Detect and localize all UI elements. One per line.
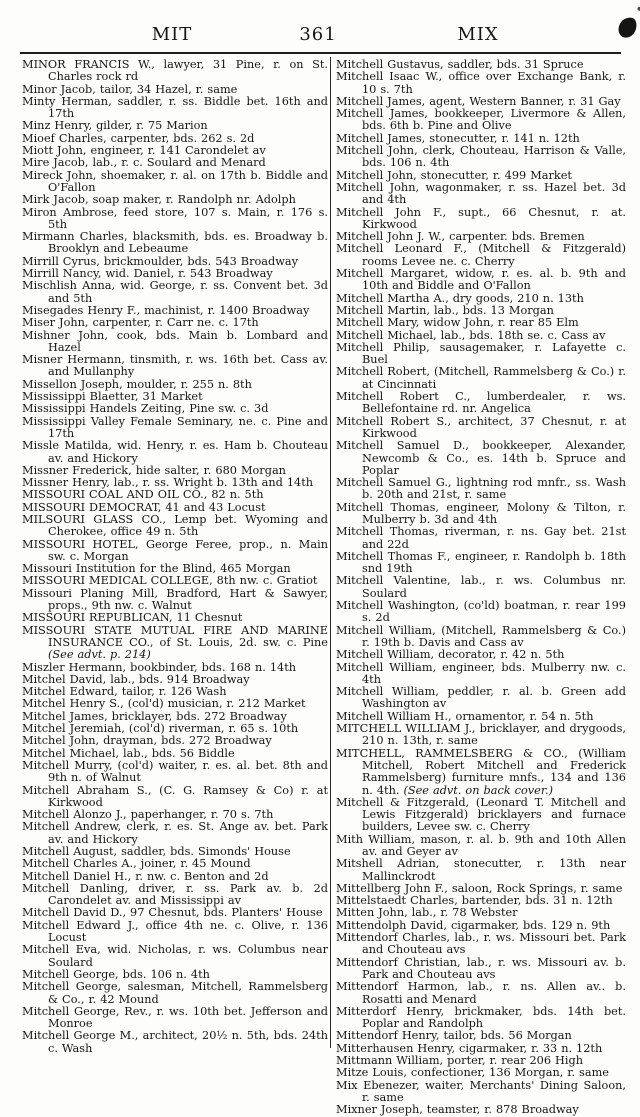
directory-entry: [336, 416, 626, 441]
directory-entry: [336, 600, 626, 625]
directory-entry: [336, 182, 626, 207]
entry-text: Mishner John, cook, bds. Main b. Lombard and Hazel: [22, 328, 328, 354]
directory-entry: [22, 539, 328, 564]
entry-text: Mitchell George, Rev., r. ws. 10th bet. Jefferson and Monroe: [22, 1004, 328, 1031]
entry-text: Minor Jacob, tailor, 34 Hazel, r. same: [22, 82, 238, 96]
entry-text: Mitterdorf Henry, brickmaker, bds. 14th bet. Poplar and Randolph: [336, 1004, 626, 1031]
directory-entry: [22, 883, 328, 908]
entry-text: Mitchell Robert, (Mitchell, Rammelsberg & Co.) r. at Cincinnati: [336, 365, 626, 391]
entry-text: Minz Henry, gilder, r. 75 Marion: [22, 119, 208, 133]
ink-smudge: [616, 15, 639, 40]
directory-entry: [22, 207, 328, 232]
directory-entry: [336, 834, 626, 859]
entry-text: Mitchell William, engineer, bds. Mulberry nw. c. 4th: [336, 660, 626, 686]
entry-text: Mitchell Isaac W., office over Exchange Bank, r. 10 s. 7th: [336, 70, 626, 96]
entry-text: Mitchell William H., ornamentor, r. 54 n. 5th: [336, 709, 594, 723]
directory-entry: [336, 366, 626, 391]
entry-text: MISSOURI HOTEL, George Feree, prop., n. Main sw. c. Morgan: [22, 537, 328, 563]
entry-text: Mitchell Charles A., joiner, r. 45 Mound: [22, 857, 251, 871]
entry-text: Mittendorf Henry, tailor, bds. 56 Morgan: [336, 1029, 572, 1043]
entry-text: Mitten John, lab., r. 78 Webster: [336, 906, 518, 920]
directory-entry: [22, 280, 328, 305]
entry-text: Mitchell Philip, sausagemaker, r. Lafayette c. Buel: [336, 340, 626, 367]
entry-text: Mitchell August, saddler, bds. Simonds' House: [22, 845, 291, 858]
entry-text: Missner Frederick, hide salter, r. 680 Morgan: [22, 463, 286, 477]
directory-entry: [336, 686, 626, 711]
directory-entry: [336, 723, 626, 748]
directory-entry: [22, 944, 328, 969]
directory-entry: [22, 514, 328, 539]
entry-text: Mitchel Michael, lab., bds. 56 Biddle: [22, 746, 235, 760]
header-letters-right: MIX: [457, 24, 499, 45]
entry-text: Mitchel John, drayman, bds. 272 Broadway: [22, 734, 272, 748]
entry-text: Missner Henry, lab., r. ss. Wright b. 13th and 14th: [22, 476, 314, 490]
entry-text: Mirrill Cyrus, brickmoulder, bds. 543 Broadway: [22, 254, 299, 268]
directory-entry: [22, 760, 328, 785]
entry-text: Mitchel Henry S., (col'd) musician, r. 212 Market: [22, 697, 306, 711]
entry-text: Misegades Henry F., machinist, r. 1400 Broadway: [22, 303, 310, 317]
directory-entry: [336, 440, 626, 477]
entry-text: MITCHELL, RAMMELSBERG & CO., (William Mitchell, Robert Mitchell and Frederick Rammelsberg) furniture mnfs., 134 and 136 n. 4th.: [336, 746, 626, 797]
entry-text: Mitchel James, bricklayer, bds. 272 Broadway: [22, 709, 287, 723]
entry-text: Mitchell Washington, (co'ld) boatman, r. rear 199 s. 2d: [336, 599, 626, 625]
directory-entry: [336, 981, 626, 1006]
entry-text: Mitchell James, agent, Western Banner, r. 31 Gay: [336, 94, 621, 108]
entry-text: Mittellberg John F., saloon, Rock Springs, r. same: [336, 881, 623, 895]
entry-text: Mitchell & Fitzgerald, (Leonard T. Mitchell and Lewis Fitzgerald) bricklayers and furnace builders, Levee sw. c. Cherry: [336, 795, 626, 834]
entry-text: Mississippi Handels Zeiting, Pine sw. c. 3d: [22, 402, 269, 416]
entry-text: Mirk Jacob, soap maker, r. Randolph nr. Adolph: [22, 193, 296, 207]
directory-entry: [336, 662, 626, 687]
directory-entry: [22, 981, 328, 1006]
entry-text: MISSOURI DEMOCRAT, 41 and 43 Locust: [22, 500, 266, 514]
entry-text: Missouri Planing Mill, Bradford, Hart & Sawyer, props., 9th nw. c. Walnut: [22, 586, 328, 613]
directory-entry: [336, 207, 626, 232]
entry-text: Mitchell George, bds. 106 n. 4th: [22, 967, 210, 981]
directory-entry: [336, 145, 626, 170]
directory-entry: [336, 748, 626, 797]
entry-text: Mitchell Mary, widow John, r. rear 85 Elm: [336, 316, 579, 330]
entry-text: Mitze Louis, confectioner, 136 Morgan, r. same: [336, 1066, 609, 1080]
entry-text: Miron Ambrose, feed store, 107 s. Main, r. 176 s. 5th: [22, 205, 328, 231]
directory-entry: [336, 1080, 626, 1105]
entry-text: Missle Matilda, wid. Henry, r. es. Ham b. Chouteau av. and Hickory: [22, 439, 328, 465]
entry-text: MINOR FRANCIS W., lawyer, 31 Pine, r. on St. Charles rock rd: [22, 58, 328, 84]
directory-entry: [336, 551, 626, 576]
directory-entry: [336, 526, 626, 551]
directory-entry: [22, 821, 328, 846]
directory-entry: [22, 1030, 328, 1055]
directory-entry: [22, 416, 328, 441]
entry-text: Mitchell Robert S., architect, 37 Chesnut, r. at Kirkwood: [336, 414, 626, 440]
entry-text: Mitchell William, peddler, r. al. b. Green add Washington av: [336, 685, 626, 711]
entry-text: Mittendorf Christian, lab., r. ws. Missouri av. b. Park and Chouteau avs: [336, 955, 626, 981]
entry-text: Miser John, carpenter, r. Carr ne. c. 17th: [22, 316, 259, 330]
directory-entry: [336, 391, 626, 416]
entry-text: Missouri Institution for the Blind, 465 Morgan: [22, 562, 291, 576]
right-column: [336, 59, 626, 1117]
directory-entry: [336, 625, 626, 650]
entry-text: MISSOURI STATE MUTUAL FIRE AND MARINE INSURANCE CO., of St. Louis, 2d. sw. c. Pine: [22, 623, 328, 649]
entry-advt-note: (See advt. on back cover.): [403, 783, 553, 797]
entry-text: Mitchell John, clerk, Chouteau, Harrison & Valle, bds. 106 n. 4th: [336, 144, 626, 170]
entry-text: Mitchell Thomas, riverman, r. ns. Gay bet. 21st and 22d: [336, 525, 626, 551]
column-divider: [330, 57, 331, 1048]
entry-text: Mitchell Abraham S., (C. G. Ramsey & Co) r. at Kirkwood: [22, 783, 328, 809]
directory-entry: [336, 477, 626, 502]
directory-entry: [336, 502, 626, 527]
entry-text: MISSOURI COAL AND OIL CO., 82 n. 5th: [22, 488, 264, 502]
entry-text: Mire Jacob, lab., r. c. Soulard and Menard: [22, 156, 266, 170]
directory-entry: [22, 785, 328, 810]
entry-text: Mitchell Edward J., office 4th ne. c. Olive, r. 136 Locust: [22, 918, 328, 945]
entry-text: Mirmann Charles, blacksmith, bds. es. Broadway b. Brooklyn and Lebeaume: [22, 230, 328, 256]
entry-text: Miott John, engineer, r. 141 Carondelet av: [22, 144, 266, 158]
directory-entry: [22, 440, 328, 465]
directory-entry: [336, 575, 626, 600]
entry-text: Mitchell Murry, (col'd) waiter, r. es. al. bet. 8th and 9th n. of Walnut: [22, 758, 328, 785]
directory-entry: [22, 588, 328, 613]
entry-text: Mitterhausen Henry, cigarmaker, r. 33 n. 12th: [336, 1041, 603, 1055]
entry-text: Mitchell Andrew, clerk, r. es. St. Ange av. bet. Park av. and Hickory: [22, 820, 328, 846]
entry-text: Mitchell James, bookkeeper, Livermore & Allen, bds. 6th b. Pine and Olive: [336, 107, 626, 133]
entry-text: Mitchell Danling, driver, r. ss. Park av. b. 2d Carondelet av. and Mississippi av: [22, 881, 328, 908]
entry-text: Mitchel Jeremiah, (col'd) riverman, r. 65 s. 10th: [22, 722, 299, 736]
header-letters-left: MIT: [151, 24, 193, 45]
entry-text: Mitchell William, (Mitchell, Rammelsberg & Co.) r. 19th b. Davis and Cass av: [336, 623, 626, 649]
directory-entry: [336, 71, 626, 96]
directory-entry: [336, 1006, 626, 1031]
entry-text: Mitchell George M., architect, 20½ n. 5th, bds. 24th c. Wash: [22, 1029, 328, 1055]
entry-text: Mitchell George, salesman, Mitchell, Rammelsberg & Co., r. 42 Mound: [22, 980, 328, 1006]
entry-text: Miszler Hermann, bookbinder, bds. 168 n. 14th: [22, 660, 297, 674]
directory-entry: [22, 920, 328, 945]
directory-entry: [336, 957, 626, 982]
entry-text: Mitchell Alonzo J., paperhanger, r. 70 s. 7th: [22, 808, 274, 822]
entry-text: Mitchell Thomas, engineer, Molony & Tilton, r. Mulberry b. 3d and 4th: [336, 500, 626, 526]
entry-advt-note: (See advt. p. 214): [48, 648, 151, 662]
entry-text: MISSOURI REPUBLICAN, 11 Chesnut: [22, 611, 243, 625]
entry-text: Mitchell James, stonecutter, r. 141 n. 12th: [336, 131, 580, 145]
left-column: [22, 59, 328, 1055]
directory-entry: [336, 342, 626, 367]
directory-entry: [22, 1006, 328, 1031]
directory-entry: [336, 858, 626, 883]
entry-text: Mitchell Daniel H., r. nw. c. Benton and 2d: [22, 869, 269, 883]
directory-entry: [336, 797, 626, 834]
entry-text: Missellon Joseph, moulder, r. 255 n. 8th: [22, 377, 252, 391]
directory-entry: [22, 625, 328, 662]
entry-text: Mioef Charles, carpenter, bds. 262 s. 2d: [22, 131, 255, 145]
entry-text: Mitchell William, decorator, r. 42 n. 5th: [336, 648, 565, 662]
directory-entry: [336, 243, 626, 268]
entry-text: Mitchell Robert C., lumberdealer, r. ws. Bellefontaine rd. nr. Angelica: [336, 390, 626, 416]
entry-text: Mittendorf Harmon, lab., r. ns. Allen av.. b. Rosatti and Menard: [336, 980, 626, 1006]
directory-entry: [336, 932, 626, 957]
entry-text: Mitchell John J. W., carpenter. bds. Bremen: [336, 230, 585, 244]
entry-text: Mix Ebenezer, waiter, Merchants' Dining Saloon, r. same: [336, 1078, 626, 1104]
header-rule: [20, 52, 621, 54]
entry-text: Mitchel Edward, tailor, r. 126 Wash: [22, 685, 227, 699]
directory-entry: [22, 330, 328, 355]
entry-text: Mitchell Margaret, widow, r. es. al. b. 9th and 10th and Biddle and O'Fallon: [336, 267, 626, 293]
entry-text: Mittendolph David, cigarmaker, bds. 129 n. 9th: [336, 918, 611, 932]
entry-text: Mitshell Adrian, stonecutter, r. 13th near Mallinckrodt: [336, 857, 626, 883]
entry-text: Mitchell John F., supt., 66 Chesnut, r. at. Kirkwood: [336, 205, 626, 231]
directory-entry: [22, 96, 328, 121]
entry-text: Mith William, mason, r. al. b. 9th and 10th Allen av. and Geyer av: [336, 832, 626, 858]
entry-text: Mireck John, shoemaker, r. al. on 17th b. Biddle and O'Fallon: [22, 168, 328, 194]
entry-text: Minty Herman, saddler, r. ss. Biddle bet. 16th and 17th: [22, 94, 328, 121]
entry-text: Mirrill Nancy, wid. Daniel, r. 543 Broadway: [22, 267, 273, 281]
page-number: 361: [299, 24, 337, 45]
entry-text: Mischlish Anna, wid. George, r. ss. Convent bet. 3d and 5th: [22, 279, 328, 305]
entry-text: Mitchell Leonard F., (Mitchell & Fitzgerald) rooms Levee ne. c. Cherry: [336, 242, 626, 268]
entry-text: MISSOURI MEDICAL COLLEGE, 8th nw. c. Gratiot: [22, 574, 318, 588]
directory-entry: [336, 108, 626, 133]
entry-text: Mitchell David D., 97 Chesnut, bds. Planters' House: [22, 906, 323, 920]
entry-text: MITCHELL WILLIAM J., bricklayer, and drygoods, 210 n. 13th, r. same: [336, 722, 626, 748]
entry-text: Mittendorf Charles, lab., r. ws. Missouri bet. Park and Chouteau avs: [336, 931, 626, 957]
entry-text: Mitchell Thomas F., engineer, r. Randolph b. 18th snd 19th: [336, 549, 626, 576]
entry-text: Mitchell Eva, wid. Nicholas, r. ws. Columbus near Soulard: [22, 943, 328, 969]
entry-text: Mitchel David, lab., bds. 914 Broadway: [22, 672, 250, 686]
entry-text: Mitchell Martin, lab., bds. 13 Morgan: [336, 303, 554, 317]
directory-entry: [22, 59, 328, 84]
entry-text: MILSOURI GLASS CO., Lemp bet. Wyoming and Cherokee, office 49 n. 5th: [22, 512, 328, 539]
entry-text: Mitchell Gustavus, saddler, bds. 31 Spruce: [336, 58, 584, 71]
entry-text: Mitchell Samuel D., bookkeeper, Alexander, Newcomb & Co., es. 14th b. Spruce and Poplar: [336, 439, 626, 477]
entry-text: Mittmann William, porter, r. rear 206 High: [336, 1054, 584, 1068]
entry-text: Mitchell Samuel G., lightning rod mnfr., ss. Wash b. 20th and 21st, r. same: [336, 476, 626, 502]
directory-entry: [22, 354, 328, 379]
entry-text: Misner Hermann, tinsmith, r. ws. 16th bet. Cass av. and Mullanphy: [22, 353, 328, 379]
entry-text: Mitchell Martha A., dry goods, 210 n. 13th: [336, 291, 584, 305]
entry-text: Mitchell John, wagonmaker, r. ss. Hazel bet. 3d and 4th: [336, 180, 626, 207]
entry-text: Mitchell Michael, lab., bds. 18th se. c. Cass av: [336, 328, 606, 342]
entry-text: Mississippi Valley Female Seminary, ne. c. Pine and 17th: [22, 414, 328, 440]
directory-entry: [336, 268, 626, 293]
entry-text: Mitchell Valentine, lab., r. ws. Columbus nr. Soulard: [336, 574, 626, 600]
directory-entry: [22, 231, 328, 256]
entry-text: Mixner Joseph, teamster, r. 878 Broadway: [336, 1103, 579, 1117]
entry-text: Mississippi Blaetter, 31 Market: [22, 390, 203, 404]
directory-entry: [22, 170, 328, 195]
entry-text: Mittelstaedt Charles, bartender, bds. 31 n. 12th: [336, 894, 613, 908]
entry-text: Mitchell John, stonecutter, r. 499 Market: [336, 168, 572, 182]
directory-entry: [336, 1104, 626, 1116]
